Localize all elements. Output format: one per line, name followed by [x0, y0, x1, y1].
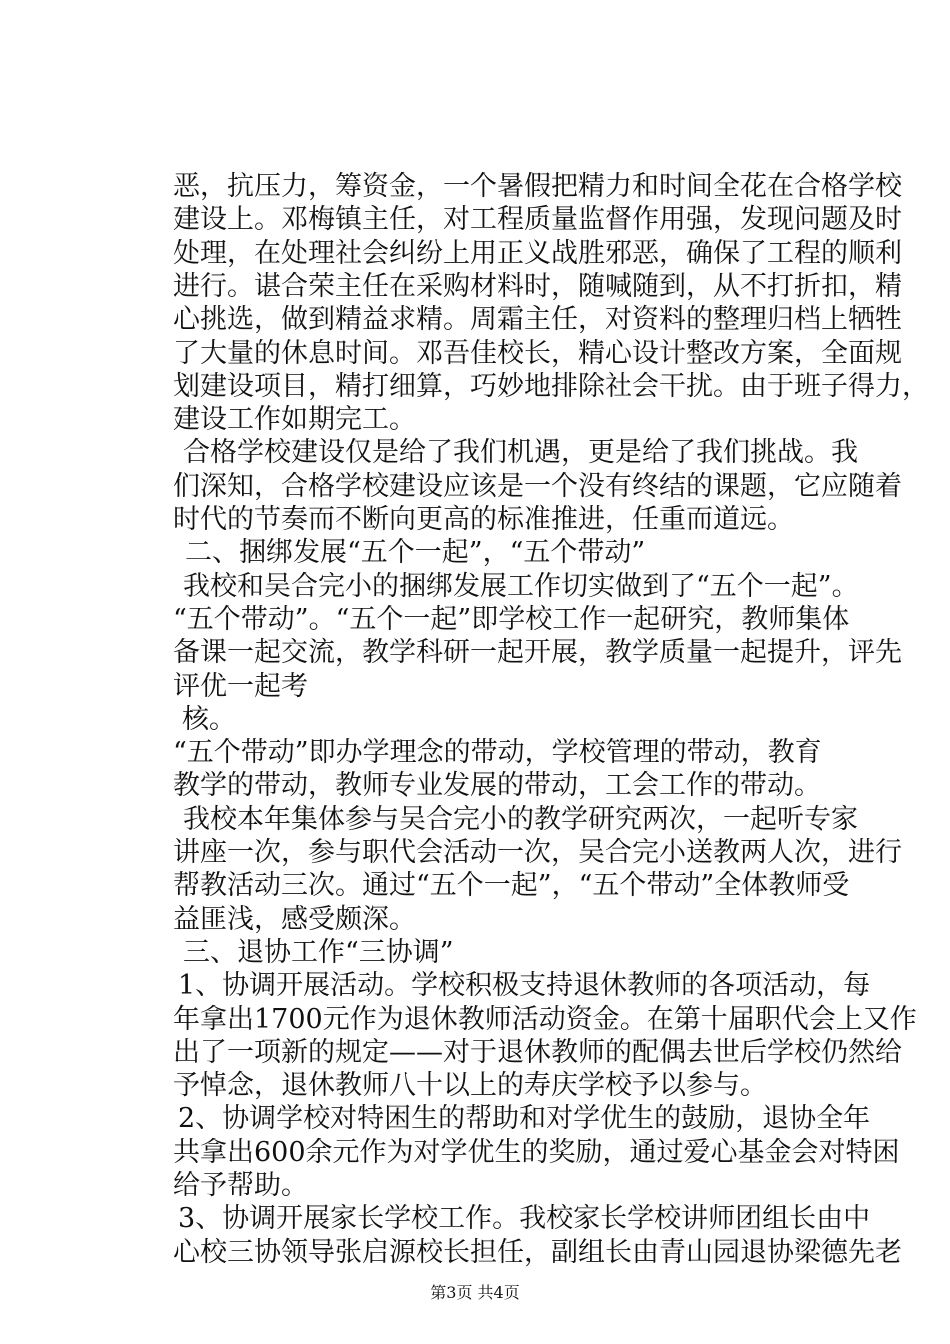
- text-line: 进行。谌合荣主任在采购材料时，随喊随到，从不打折扣，精: [173, 270, 902, 302]
- text-line: 给予帮助。: [173, 1170, 308, 1201]
- text-line: 心挑选，做到精益求精。周霜主任，对资料的整理归档上牺牲: [173, 304, 902, 336]
- text-line: 教学的带动，教师专业发展的带动，工会工作的带动。: [173, 770, 821, 802]
- text-line: “五个带动”。“五个一起”即学校工作一起研究，教师集体: [173, 603, 850, 635]
- text-line: 三、退协工作“三协调”: [183, 936, 454, 968]
- text-line: 心校三协领导张启源校长担任，副组长由青山园退协梁德先老: [173, 1236, 902, 1268]
- text-line: 1、协调开展活动。学校积极支持退休教师的各项活动，每: [178, 970, 871, 1002]
- text-line: 时代的节奏而不断向更高的标准推进，任重而道远。: [173, 504, 794, 535]
- text-line: 2、协调学校对特困生的帮助和对学优生的鼓励，退协全年: [178, 1103, 871, 1135]
- text-line: 划建设项目，精打细算，巧妙地排除社会干扰。由于班子得力，: [173, 370, 929, 402]
- text-line: 3、协调开展家长学校工作。我校家长学校讲师团组长由中: [178, 1203, 871, 1235]
- text-line: 了大量的休息时间。邓吾佳校长，精心设计整改方案，全面规: [173, 337, 902, 369]
- text-line: 出了一项新的规定——对于退休教师的配偶去世后学校仍然给: [173, 1036, 902, 1068]
- text-line: 益匪浅，感受颇深。: [173, 903, 416, 935]
- text-line: “五个带动”即办学理念的带动，学校管理的带动，教育: [173, 737, 822, 769]
- text-line: 们深知，合格学校建设应该是一个没有终结的课题，它应随着: [173, 470, 902, 502]
- text-line: 合格学校建设仅是给了我们机遇，更是给了我们挑战。我: [183, 437, 858, 469]
- text-line: 我校和吴合完小的捆绑发展工作切实做到了“五个一起”。: [183, 570, 859, 602]
- text-line: 备课一起交流，教学科研一起开展，教学质量一起提升，评先: [173, 637, 902, 669]
- text-line: 恶，抗压力，筹资金，一个暑假把精力和时间全花在合格学校: [173, 171, 902, 202]
- text-line: 帮教活动三次。通过“五个一起”，“五个带动”全体教师受: [173, 870, 850, 902]
- text-line: 二、捆绑发展“五个一起”，“五个带动”: [185, 537, 646, 569]
- text-line: 建设工作如期完工。: [173, 404, 416, 436]
- text-line: 讲座一次，参与职代会活动一次，吴合完小送教两人次，进行: [173, 837, 902, 868]
- text-line: 我校本年集体参与吴合完小的教学研究两次，一起听专家: [183, 803, 858, 835]
- text-line: 处理，在处理社会纠纷上用正义战胜邪恶，确保了工程的顺利: [173, 237, 902, 269]
- text-line: 评优一起考: [173, 670, 308, 702]
- text-line: 建设上。邓梅镇主任，对工程质量监督作用强，发现问题及时: [173, 204, 902, 236]
- text-line: 共拿出600余元作为对学优生的奖励，通过爱心基金会对特困: [173, 1136, 900, 1168]
- text-line: 予悼念，退休教师八十以上的寿庆学校予以参与。: [173, 1070, 767, 1102]
- text-line: 核。: [182, 703, 236, 735]
- text-line: 年拿出1700元作为退休教师活动资金。在第十届职代会上又作: [173, 1003, 917, 1035]
- page-footer: 第3页 共4页: [430, 1283, 520, 1302]
